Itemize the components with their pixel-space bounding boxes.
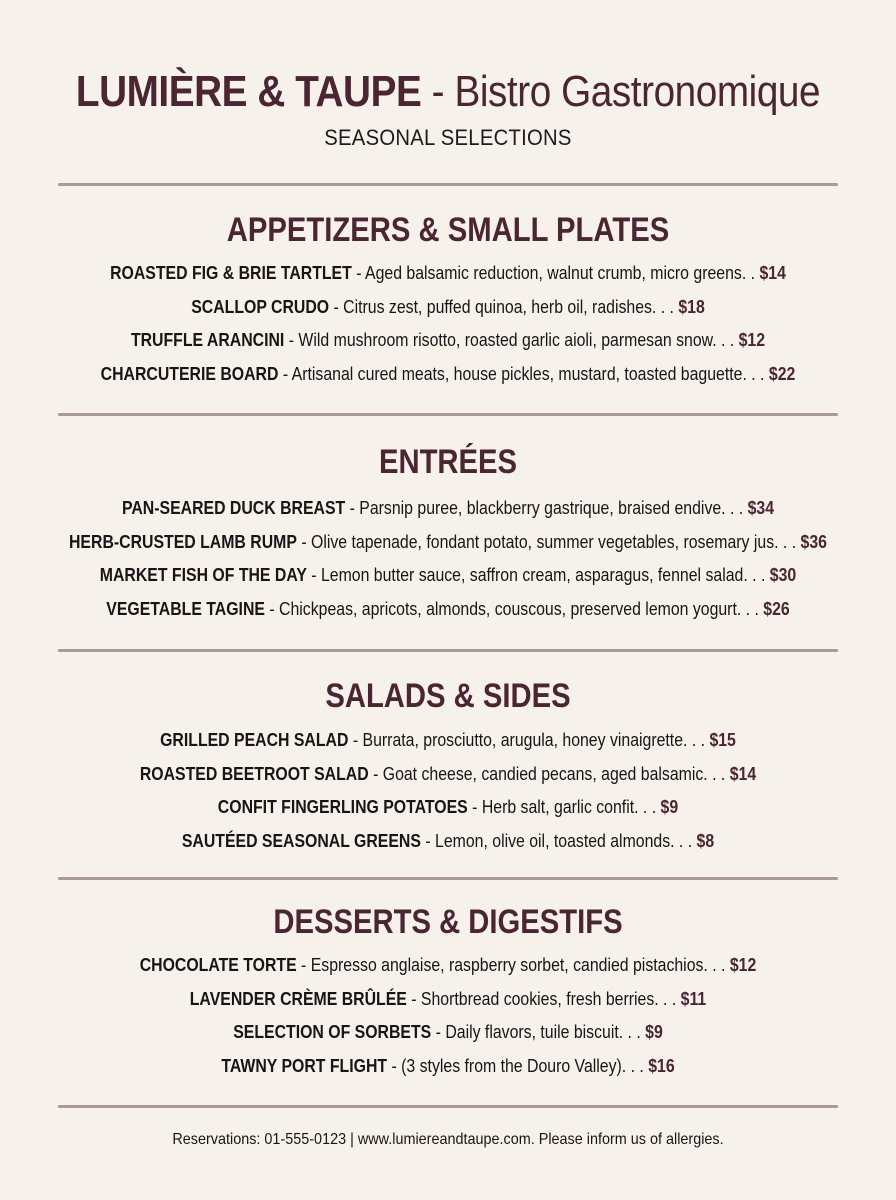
dish-name: CONFIT FINGERLING POTATOES [217, 797, 468, 817]
dish-name: TRUFFLE ARANCINI [130, 330, 285, 350]
dish-separator: - [278, 363, 292, 384]
restaurant-name: LUMIÈRE & TAUPE [75, 67, 422, 116]
divider [58, 183, 838, 186]
section-items-entrees [0, 492, 896, 626]
dish-price: $18 [678, 296, 705, 317]
dish-name: MARKET FISH OF THE DAY [99, 565, 307, 585]
section-items-salads [0, 724, 896, 858]
menu-item [54, 526, 842, 560]
dish-separator: - [264, 598, 280, 619]
dish-description: Lemon butter sauce, saffron cream, asparagus, fennel salad. . . [320, 565, 766, 585]
dish-name: SCALLOP CRUDO [191, 296, 330, 317]
dish-separator: - [431, 1022, 446, 1042]
dish-price: $12 [738, 330, 766, 350]
menu-item [54, 257, 842, 291]
menu-item [54, 949, 842, 983]
dish-price: $14 [759, 263, 786, 283]
divider [58, 1105, 838, 1108]
dish-price: $9 [660, 797, 679, 817]
dish-name: CHOCOLATE TORTE [139, 955, 297, 975]
section-heading-desserts: DESSERTS & DIGESTIFS [273, 903, 623, 941]
dish-price: $15 [709, 730, 736, 750]
dish-separator: - [467, 797, 482, 817]
menu-item [54, 724, 842, 758]
section-items-desserts [0, 949, 896, 1083]
dish-price: $8 [696, 830, 715, 851]
dish-description: Lemon, olive oil, toasted almonds. . . [435, 830, 693, 851]
dish-name: VEGETABLE TAGINE [106, 598, 265, 619]
dish-name: LAVENDER CRÈME BRÛLÉE [189, 988, 407, 1009]
dish-name: TAWNY PORT FLIGHT [221, 1055, 388, 1076]
dish-name: ROASTED BEETROOT SALAD [139, 763, 369, 784]
menu-item [54, 593, 842, 627]
dish-separator: - [329, 296, 344, 317]
menu-item [54, 358, 842, 392]
dish-separator: - [296, 955, 311, 975]
restaurant-title [54, 64, 842, 120]
menu-item [54, 559, 842, 593]
menu-item [54, 291, 842, 325]
menu-item [54, 791, 842, 825]
section-items-appetizers [0, 257, 896, 391]
dish-price: $26 [763, 598, 790, 619]
dish-description: Citrus zest, puffed quinoa, herb oil, radishes. . . [343, 296, 674, 317]
dish-description: Goat cheese, candied pecans, aged balsamic. . . [382, 763, 726, 784]
menu-subtitle: SEASONAL SELECTIONS [324, 125, 572, 150]
dish-price: $11 [680, 988, 707, 1009]
divider [58, 649, 838, 652]
menu-item [54, 1050, 842, 1084]
restaurant-tagline: Bistro Gastronomique [454, 67, 821, 116]
section-heading-entrees: ENTRÉES [378, 443, 518, 481]
menu-item [54, 825, 842, 859]
dish-price: $12 [729, 955, 757, 975]
dish-description: Burrata, prosciutto, arugula, honey vinaigrette. . . [362, 730, 706, 750]
dish-name: PAN-SEARED DUCK BREAST [121, 498, 346, 518]
dish-description: Daily flavors, tuile biscuit. . . [445, 1022, 641, 1042]
dish-description: Wild mushroom risotto, roasted garlic aioli, parmesan snow. . . [298, 330, 735, 350]
dish-description: Espresso anglaise, raspberry sorbet, candied pistachios. . . [310, 955, 726, 975]
dish-separator: - [348, 730, 363, 750]
dish-description: Shortbread cookies, fresh berries. . . [420, 988, 677, 1009]
dish-separator: - [406, 988, 421, 1009]
dish-name: GRILLED PEACH SALAD [160, 730, 349, 750]
dish-separator: - [296, 531, 311, 552]
menu-item [54, 324, 842, 358]
dish-separator: - [284, 330, 299, 350]
dish-price: $36 [800, 531, 827, 552]
dish-separator: - [420, 830, 436, 851]
dish-name: CHARCUTERIE BOARD [100, 363, 279, 384]
dish-description: Herb salt, garlic confit. . . [481, 797, 657, 817]
dish-name: SAUTÉED SEASONAL GREENS [181, 830, 421, 851]
dish-price: $9 [645, 1022, 663, 1042]
dish-price: $16 [648, 1055, 675, 1076]
menu-item [54, 492, 842, 526]
dish-separator: - [351, 263, 366, 283]
dish-description: Aged balsamic reduction, walnut crumb, micro greens. . [365, 263, 756, 283]
dish-price: $34 [747, 498, 775, 518]
dish-name: SELECTION OF SORBETS [233, 1022, 432, 1042]
dish-name: HERB-CRUSTED LAMB RUMP [68, 531, 297, 552]
divider [58, 877, 838, 880]
title-separator: - [421, 67, 455, 116]
dish-separator: - [345, 498, 360, 518]
dish-separator: - [387, 1055, 402, 1076]
dish-separator: - [368, 763, 383, 784]
dish-description: Artisanal cured meats, house pickles, mustard, toasted baguette. . . [291, 363, 765, 384]
menu-item [54, 983, 842, 1017]
dish-description: Chickpeas, apricots, almonds, couscous, preserved lemon yogurt. . . [279, 598, 759, 619]
dish-description: (3 styles from the Douro Valley). . . [401, 1055, 644, 1076]
section-heading-salads: SALADS & SIDES [325, 677, 571, 715]
menu-item [54, 758, 842, 792]
dish-price: $14 [729, 763, 757, 784]
dish-name: ROASTED FIG & BRIE TARTLET [110, 263, 352, 283]
dish-price: $22 [768, 363, 796, 384]
menu-item [54, 1016, 842, 1050]
dish-price: $30 [769, 565, 797, 585]
divider [58, 413, 838, 416]
reservation-footer: Reservations: 01-555-0123 | www.lumiereandtaupe.com. Please inform us of allergies. [172, 1131, 724, 1148]
dish-separator: - [306, 565, 321, 585]
dish-description: Parsnip puree, blackberry gastrique, braised endive. . . [359, 498, 744, 518]
dish-description: Olive tapenade, fondant potato, summer vegetables, rosemary jus. . . [310, 531, 797, 552]
section-heading-appetizers: APPETIZERS & SMALL PLATES [226, 211, 670, 249]
